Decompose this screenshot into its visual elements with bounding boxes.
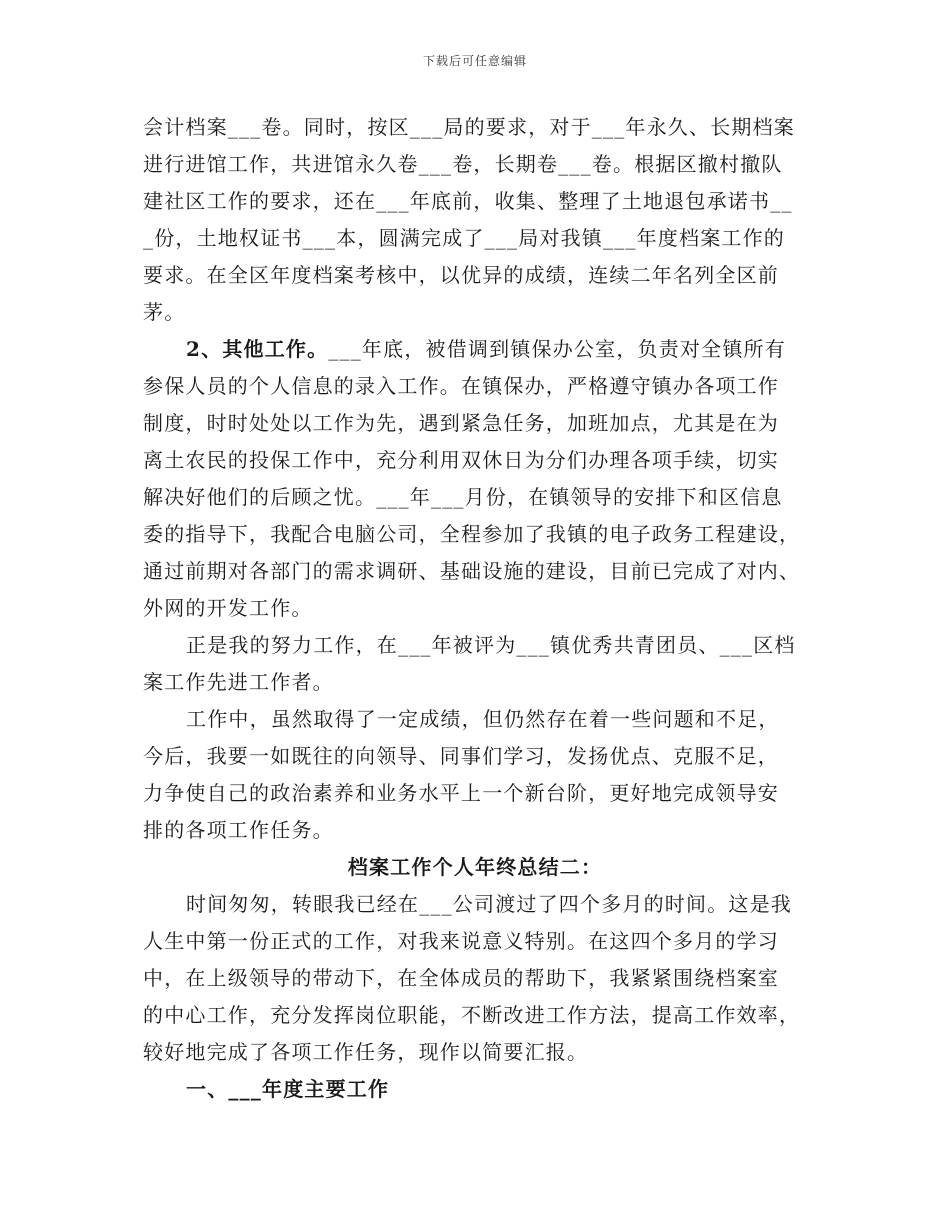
- paragraph-line: 力争使自己的政治素养和业务水平上一个新台阶，更好地完成领导安: [143, 781, 779, 805]
- subsection-heading: 一、___年度主要工作: [186, 1077, 390, 1101]
- paragraph-line: 正是我的努力工作，在___年被评为___镇优秀共青团员、___区档: [186, 633, 796, 657]
- paragraph-line: 要求。在全区年度档案考核中，以优异的成绩，连续二年名列全区前: [143, 263, 779, 287]
- paragraph-line: 茅。: [143, 300, 186, 324]
- paragraph-line: 排的各项工作任务。: [143, 818, 334, 842]
- paragraph-line: [186, 337, 786, 361]
- paragraph-text: ___年底，被借调到镇保办公室，负责对全镇所有: [328, 337, 786, 361]
- paragraph-line: 的中心工作，充分发挥岗位职能，不断改进工作方法，提高工作效率，: [143, 1003, 801, 1027]
- paragraph-line: _份，土地权证书___本，圆满完成了___局对我镇___年度档案工作的: [143, 226, 785, 250]
- paragraph-line: 进行进馆工作，共进馆永久卷___卷，长期卷___卷。根据区撤村撤队: [143, 152, 783, 176]
- paragraph-line: 离土农民的投保工作中，充分利用双休日为分们办理各项手续，切实: [143, 448, 779, 472]
- paragraph-line: 人生中第一份正式的工作，对我来说意义特别。在这四个多月的学习: [143, 929, 779, 953]
- paragraph-line: 中，在上级领导的带动下，在全体成员的帮助下，我紧紧围绕档案室: [143, 966, 779, 990]
- paragraph-line: 较好地完成了各项工作任务，现作以简要汇报。: [143, 1040, 589, 1064]
- paragraph-line: 时间匆匆，转眼我已经在___公司渡过了四个多月的时间。这是我: [186, 892, 792, 916]
- paragraph-line: 通过前期对各部门的需求调研、基础设施的建设，目前已完成了对内、: [143, 559, 801, 583]
- paragraph-line: 建社区工作的要求，还在___年底前，收集、整理了土地退包承诺书__: [143, 189, 793, 213]
- paragraph-line: 今后，我要一如既往的向领导、同事们学习，发扬优点、克服不足，: [143, 744, 779, 768]
- page-header: 下载后可任意编辑: [422, 54, 527, 68]
- paragraph-line: 案工作先进工作者。: [143, 670, 334, 694]
- paragraph-line: 解决好他们的后顾之忧。___年___月份，在镇领导的安排下和区信息: [143, 485, 783, 509]
- section-label: 2、其他工作。: [186, 337, 329, 361]
- section-heading: 档案工作个人年终总结二：: [347, 855, 603, 879]
- paragraph-line: 会计档案___卷。同时，按区___局的要求，对于___年永久、长期档案: [143, 115, 795, 139]
- paragraph-line: 委的指导下，我配合电脑公司，全程参加了我镇的电子政务工程建设，: [143, 522, 801, 546]
- paragraph-line: 制度，时时处处以工作为先，遇到紧急任务，加班加点，尤其是在为: [143, 411, 779, 435]
- paragraph-line: 工作中，虽然取得了一定成绩，但仍然存在着一些问题和不足，: [186, 707, 780, 731]
- paragraph-line: 外网的开发工作。: [143, 596, 313, 620]
- paragraph-line: 参保人员的个人信息的录入工作。在镇保办，严格遵守镇办各项工作: [143, 374, 779, 398]
